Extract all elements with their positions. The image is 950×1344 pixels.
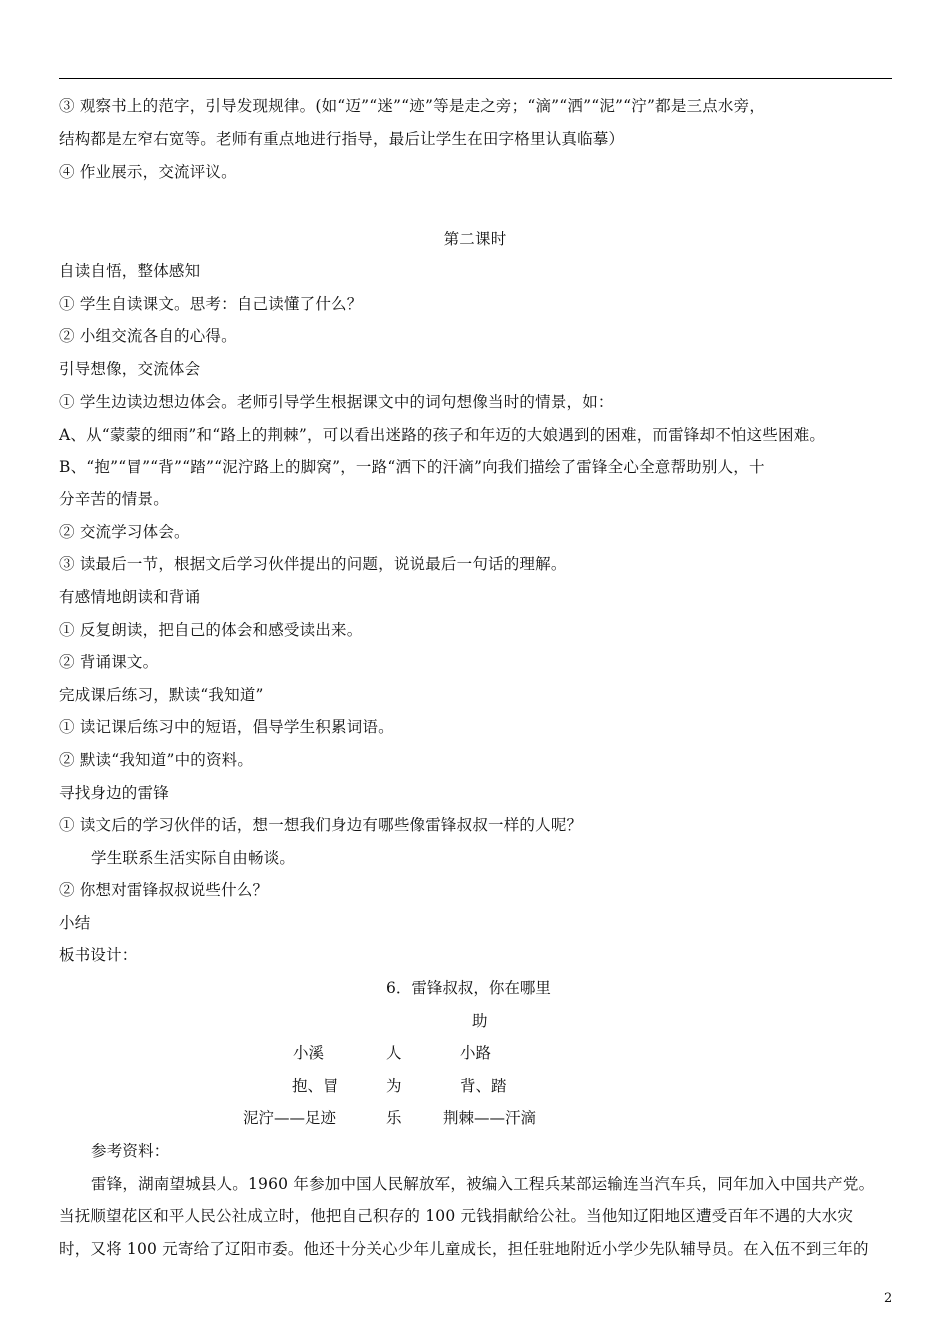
paragraph-line: 雷锋，湖南望城县人。1960 年参加中国人民解放军，被编入工程兵某部运输连当汽车兵，同年加入中国共产党。 xyxy=(91,1175,875,1193)
paragraph-line: ② 默读“我知道”中的资料。 xyxy=(59,751,254,769)
board-word: 为 xyxy=(386,1077,402,1095)
heading-line: 自读自悟，整体感知 xyxy=(59,262,201,280)
paragraph-line: 当抚顺望花区和平人民公社成立时，他把自己积存的 100 元钱捐献给公社。当他知辽阳地区遭受百年不遇的大水灾 xyxy=(59,1207,854,1225)
reference-title: 参考资料： xyxy=(91,1142,170,1160)
paragraph-line: ① 学生边读边想边体会。老师引导学生根据课文中的词句想像当时的情景，如： xyxy=(59,393,614,411)
board-word: 泥泞——足迹 xyxy=(243,1109,337,1127)
paragraph-line: ③ 观察书上的范字，引导发现规律。(如“迈”“迷”“迹”等是走之旁；“滴”“洒”“泥”“泞”都是三点水旁， xyxy=(59,97,766,115)
paragraph-line: ① 读记课后练习中的短语，倡导学生积累词语。 xyxy=(59,718,394,736)
paragraph-line: B、“抱”“冒”“背”“踏”“泥泞路上的脚窝”，一路“洒下的汗滴”向我们描绘了雷锋全心全意帮助别人，十 xyxy=(59,458,765,476)
paragraph-line: ④ 作业展示，交流评议。 xyxy=(59,163,237,181)
heading-line: 寻找身边的雷锋 xyxy=(59,784,169,802)
heading-line: 完成课后练习，默读“我知道” xyxy=(59,686,264,704)
paragraph-line: ③ 读最后一节，根据文后学习伙伴提出的问题，说说最后一句话的理解。 xyxy=(59,555,567,573)
paragraph-line: 时，又将 100 元寄给了辽阳市委。他还十分关心少年儿童成长，担任驻地附近小学少先队辅导员。在入伍不到三年的 xyxy=(59,1240,869,1258)
paragraph-line: ② 背诵课文。 xyxy=(59,653,159,671)
paragraph-line: 结构都是左窄右宽等。老师有重点地进行指导，最后让学生在田字格里认真临摹） xyxy=(59,130,625,148)
board-word: 小路 xyxy=(460,1044,492,1062)
paragraph-line: ① 反复朗读，把自己的体会和感受读出来。 xyxy=(59,621,363,639)
paragraph-line: A、从“蒙蒙的细雨”和“路上的荆棘”，可以看出迷路的孩子和年迈的大娘遇到的困难，而雷锋却不怕这些困难。 xyxy=(59,426,826,444)
board-word: 乐 xyxy=(386,1109,402,1127)
board-word: 小溪 xyxy=(293,1044,325,1062)
heading-line: 小结 xyxy=(59,914,91,932)
board-word: 人 xyxy=(386,1044,402,1062)
header-rule xyxy=(59,78,892,79)
board-word: 抱、冒 xyxy=(292,1077,339,1095)
paragraph-line: 分辛苦的情景。 xyxy=(59,490,169,508)
board-word: 荆棘——汗滴 xyxy=(443,1109,537,1127)
board-word: 助 xyxy=(472,1012,488,1030)
paragraph-line: ② 你想对雷锋叔叔说些什么？ xyxy=(59,881,269,899)
paragraph-line: ① 学生自读课文。思考：自己读懂了什么？ xyxy=(59,295,363,313)
section-title: 第二课时 xyxy=(443,230,507,248)
heading-line: 板书设计： xyxy=(59,946,138,964)
page-number: 2 xyxy=(884,1291,893,1306)
paragraph-line: 学生联系生活实际自由畅谈。 xyxy=(91,849,296,867)
heading-line: 有感情地朗读和背诵 xyxy=(59,588,201,606)
paragraph-line: ② 交流学习体会。 xyxy=(59,523,190,541)
board-word: 背、踏 xyxy=(460,1077,507,1095)
paragraph-line: ② 小组交流各自的心得。 xyxy=(59,327,237,345)
paragraph-line: ① 读文后的学习伙伴的话，想一想我们身边有哪些像雷锋叔叔一样的人呢？ xyxy=(59,816,583,834)
heading-line: 引导想像，交流体会 xyxy=(59,360,201,378)
board-title: 6．雷锋叔叔，你在哪里 xyxy=(386,979,551,997)
